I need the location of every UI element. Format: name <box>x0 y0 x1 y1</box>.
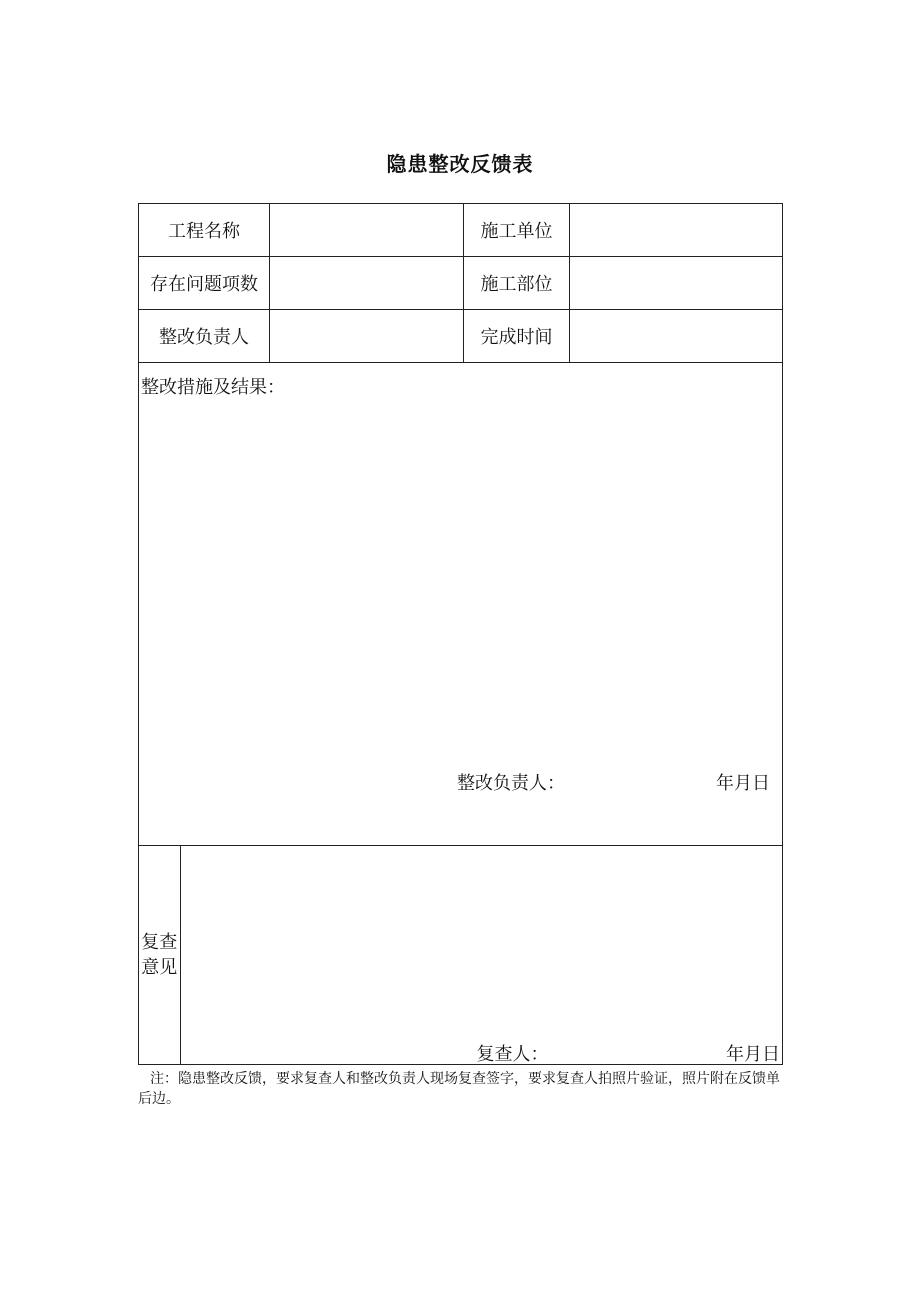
issue-count-field[interactable] <box>270 257 464 310</box>
form-row-review <box>139 846 783 1065</box>
measures-area[interactable] <box>139 363 783 846</box>
review-label-cell <box>139 846 180 1064</box>
form-row-project <box>139 204 783 257</box>
review-area[interactable] <box>180 846 782 1064</box>
measures-label: 整改措施及结果： <box>141 377 285 398</box>
rectify-owner-field[interactable] <box>270 310 464 363</box>
project-name-field[interactable] <box>270 204 464 257</box>
measures-date-label: 年月日 <box>716 773 770 794</box>
measures-signer-label: 整改负责人： <box>457 773 565 794</box>
feedback-form-table <box>138 203 783 1065</box>
issue-count-label: 存在问题项数 <box>139 257 270 310</box>
construction-part-label: 施工部位 <box>464 257 570 310</box>
footnote: 注：隐患整改反馈，要求复查人和整改负责人现场复查签字，要求复查人拍照片验证，照片附在反馈单后边。 <box>138 1071 780 1107</box>
completion-time-label: 完成时间 <box>464 310 570 363</box>
rectify-owner-label: 整改负责人 <box>139 310 270 363</box>
construction-unit-label: 施工单位 <box>464 204 570 257</box>
form-row-owner <box>139 310 783 363</box>
completion-time-field[interactable] <box>570 310 783 363</box>
construction-unit-field[interactable] <box>570 204 783 257</box>
review-date-label: 年月日 <box>726 1044 780 1065</box>
review-section <box>139 846 782 1064</box>
project-name-label: 工程名称 <box>139 204 270 257</box>
review-label-line1: 复查 <box>141 932 178 953</box>
form-row-measures <box>139 363 783 846</box>
review-label-line2: 意见 <box>141 957 178 978</box>
page-title: 隐患整改反馈表 <box>386 152 534 176</box>
construction-part-field[interactable] <box>570 257 783 310</box>
form-row-issues <box>139 257 783 310</box>
review-signer-label: 复查人： <box>476 1044 549 1065</box>
